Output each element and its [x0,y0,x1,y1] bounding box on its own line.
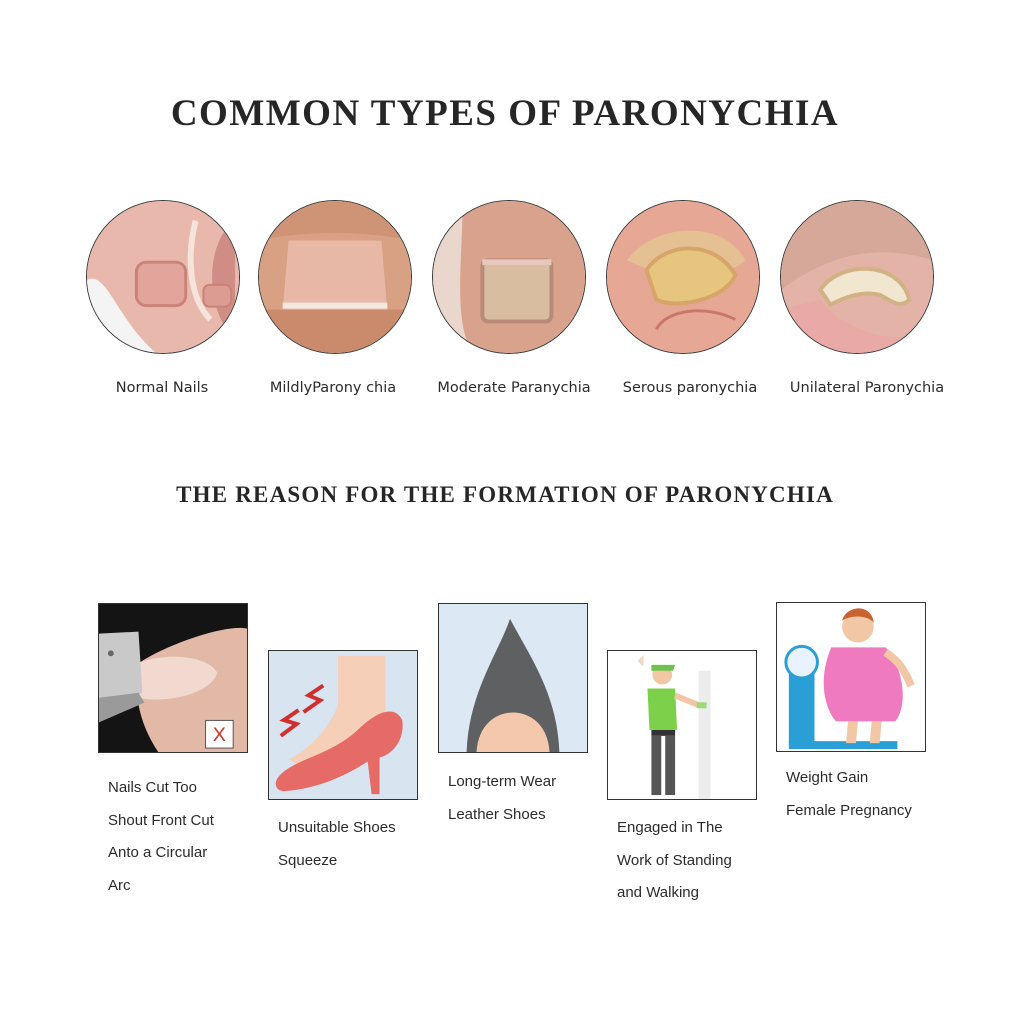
cause-line: Leather Shoes [448,805,546,823]
nail-clipper-image [98,603,248,753]
cause-line: Anto a Circular [108,844,208,861]
nail-type-label: MildlyParony chia [269,380,397,396]
cause-description [278,812,396,877]
nail-type-label: Moderate Paranychia [437,380,591,396]
normal-nail-photo [86,200,240,354]
cause-line: Nails Cut Too [108,779,197,796]
cause-line: Weight Gain [786,769,869,786]
pregnant-woman-image [776,602,926,752]
nail-type-label: Serous paronychia [622,380,758,396]
cause-description [448,766,556,831]
nail-type-label: Normal Nails [115,380,209,396]
mild-paronychia-photo [258,200,412,354]
standing-worker-image [607,650,757,800]
cause-line: Squeeze [278,851,338,869]
cause-line: Unsuitable Shoes [278,819,396,836]
cause-line: Work of Standing [617,851,732,869]
reason-title: THE REASON FOR THE FORMATION OF PARONYCHIA [176,482,834,507]
serous-paronychia-photo [606,200,760,354]
nail-type-label: Unilateral Paronychia [789,380,945,396]
cause-line: Shout Front Cut [108,811,214,829]
leather-shoe-image [438,603,588,753]
wrong-mark-icon: X [212,724,226,747]
cause-description [617,812,732,910]
cause-line: Long-term Wear [448,773,557,790]
unilateral-paronychia-photo [780,200,934,354]
cause-line: and Walking [617,884,699,901]
moderate-paronychia-photo [432,200,586,354]
types-title: COMMON TYPES OF PARONYCHIA [170,93,840,134]
cause-line: Female Pregnancy [786,801,912,819]
cause-line: Engaged in The [617,819,723,836]
cause-description [108,772,214,902]
cause-line: Arc [108,876,131,894]
cause-description [786,762,912,827]
high-heel-shoe-image [268,650,418,800]
